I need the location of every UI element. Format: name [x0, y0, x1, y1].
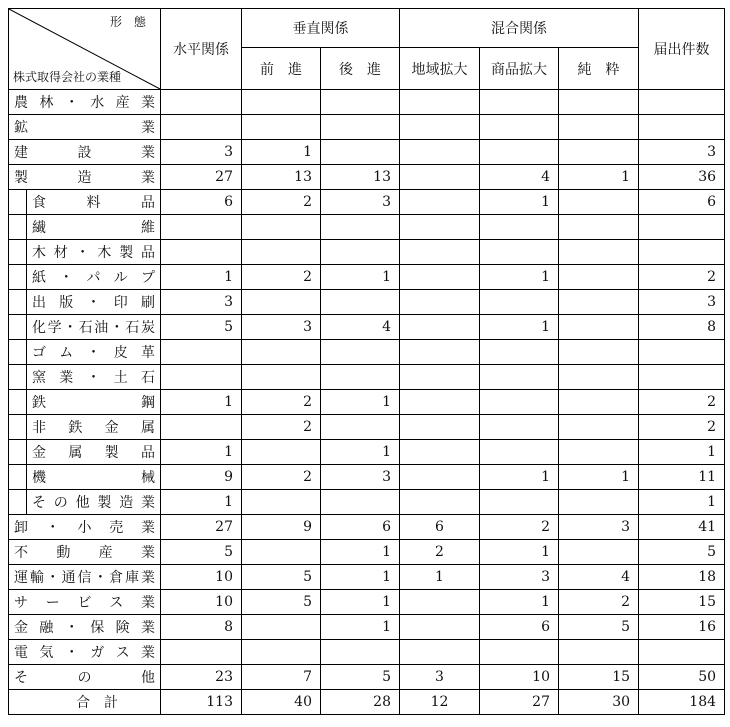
value-cell: [242, 365, 321, 390]
value-cell: [321, 490, 400, 515]
value-cell: 1: [161, 390, 242, 415]
value-cell: [242, 90, 321, 115]
industry-label: サービス業: [9, 590, 161, 615]
industry-label: ゴム・皮革: [27, 340, 161, 365]
value-cell: 1: [321, 390, 400, 415]
value-cell: [400, 340, 480, 365]
value-cell: 18: [639, 565, 725, 590]
indent-cell: [9, 390, 27, 415]
value-cell: [400, 90, 480, 115]
value-cell: 6: [321, 515, 400, 540]
corner-bottom-label: 株式取得会社の業種: [13, 70, 122, 84]
table-row: [9, 115, 725, 140]
value-cell: 2: [242, 465, 321, 490]
value-cell: [161, 215, 242, 240]
total-value-cell: 30: [559, 690, 639, 715]
value-cell: [400, 440, 480, 465]
industry-label: 金融・保険業: [9, 615, 161, 640]
value-cell: [480, 140, 559, 165]
industry-label: 非鉄金属: [27, 415, 161, 440]
value-cell: 1: [480, 590, 559, 615]
industry-label: 食料品: [27, 190, 161, 215]
value-cell: 27: [161, 515, 242, 540]
value-cell: 2: [242, 190, 321, 215]
value-cell: [559, 640, 639, 665]
value-cell: [639, 640, 725, 665]
value-cell: [242, 540, 321, 565]
value-cell: [639, 240, 725, 265]
industry-label: 鉱業: [9, 115, 161, 140]
value-cell: 36: [639, 165, 725, 190]
indent-cell: [9, 240, 27, 265]
value-cell: 3: [400, 665, 480, 690]
value-cell: [400, 590, 480, 615]
value-cell: 6: [400, 515, 480, 540]
value-cell: [559, 190, 639, 215]
table-row: [9, 440, 725, 465]
value-cell: [559, 240, 639, 265]
value-cell: 2: [639, 265, 725, 290]
table-row: [9, 390, 725, 415]
total-row: [9, 690, 725, 715]
value-cell: 1: [321, 540, 400, 565]
table-row: [9, 165, 725, 190]
value-cell: [242, 490, 321, 515]
value-cell: [242, 640, 321, 665]
value-cell: 41: [639, 515, 725, 540]
value-cell: [480, 90, 559, 115]
mixed-product-header: 商品拡大: [480, 48, 559, 90]
indent-cell: [9, 190, 27, 215]
value-cell: [321, 365, 400, 390]
value-cell: [242, 290, 321, 315]
indent-cell: [9, 290, 27, 315]
industry-label: 木材・木製品: [27, 240, 161, 265]
industry-label: 繊維: [27, 215, 161, 240]
value-cell: 6: [161, 190, 242, 215]
value-cell: [559, 315, 639, 340]
value-cell: 1: [639, 440, 725, 465]
total-value-cell: 40: [242, 690, 321, 715]
value-cell: [559, 90, 639, 115]
value-cell: 6: [480, 615, 559, 640]
value-cell: 5: [242, 590, 321, 615]
table-row: [9, 540, 725, 565]
value-cell: [559, 265, 639, 290]
table-row: [9, 365, 725, 390]
value-cell: 3: [559, 515, 639, 540]
value-cell: 2: [480, 515, 559, 540]
value-cell: 5: [161, 315, 242, 340]
value-cell: [639, 90, 725, 115]
value-cell: [480, 440, 559, 465]
value-cell: [559, 340, 639, 365]
industry-label: 化学・石油・石炭: [27, 315, 161, 340]
indent-cell: [9, 315, 27, 340]
corner-top-label: 形 態: [109, 15, 146, 29]
value-cell: [639, 215, 725, 240]
value-cell: 4: [559, 565, 639, 590]
table-row: [9, 240, 725, 265]
corner-header-cell: [9, 9, 161, 90]
table-row: [9, 590, 725, 615]
value-cell: 8: [161, 615, 242, 640]
table-wrapper: [8, 8, 725, 715]
table-row: [9, 290, 725, 315]
value-cell: 16: [639, 615, 725, 640]
value-cell: 1: [321, 590, 400, 615]
horizontal-header: 水平関係: [161, 9, 242, 90]
industry-label: 紙・パルプ: [27, 265, 161, 290]
value-cell: [559, 390, 639, 415]
total-value-cell: 184: [639, 690, 725, 715]
value-cell: 2: [400, 540, 480, 565]
value-cell: [161, 365, 242, 390]
value-cell: [161, 90, 242, 115]
value-cell: 3: [480, 565, 559, 590]
value-cell: 1: [480, 315, 559, 340]
value-cell: 4: [321, 315, 400, 340]
value-cell: [559, 365, 639, 390]
value-cell: [242, 615, 321, 640]
table-row: [9, 140, 725, 165]
industry-label: 出版・印刷: [27, 290, 161, 315]
value-cell: 5: [321, 665, 400, 690]
value-cell: 11: [639, 465, 725, 490]
industry-label: 電気・ガス業: [9, 640, 161, 665]
value-cell: 1: [321, 265, 400, 290]
value-cell: [400, 490, 480, 515]
value-cell: [559, 490, 639, 515]
value-cell: 7: [242, 665, 321, 690]
value-cell: 2: [639, 415, 725, 440]
value-cell: [480, 340, 559, 365]
vertical-backward-header: 後 進: [321, 48, 400, 90]
value-cell: [559, 415, 639, 440]
value-cell: [321, 415, 400, 440]
value-cell: [321, 640, 400, 665]
value-cell: [400, 140, 480, 165]
table-body: [9, 90, 725, 715]
mixed-pure-header: 純 粋: [559, 48, 639, 90]
indent-cell: [9, 365, 27, 390]
table-row: [9, 465, 725, 490]
value-cell: 27: [161, 165, 242, 190]
industry-label: 窯業・土石: [27, 365, 161, 390]
total-value-cell: 27: [480, 690, 559, 715]
value-cell: 5: [161, 540, 242, 565]
total-value-cell: 12: [400, 690, 480, 715]
industry-label: 鉄鋼: [27, 390, 161, 415]
mixed-region-header: 地域拡大: [400, 48, 480, 90]
industry-label: 製造業: [9, 165, 161, 190]
value-cell: [400, 315, 480, 340]
indent-cell: [9, 415, 27, 440]
value-cell: 3: [639, 140, 725, 165]
value-cell: [242, 440, 321, 465]
indent-cell: [9, 440, 27, 465]
value-cell: 1: [161, 265, 242, 290]
value-cell: 1: [480, 465, 559, 490]
table-row: [9, 90, 725, 115]
value-cell: [321, 340, 400, 365]
value-cell: 9: [161, 465, 242, 490]
value-cell: [559, 215, 639, 240]
value-cell: 5: [559, 615, 639, 640]
value-cell: [480, 365, 559, 390]
value-cell: 3: [161, 140, 242, 165]
value-cell: 50: [639, 665, 725, 690]
value-cell: [161, 415, 242, 440]
value-cell: [161, 640, 242, 665]
value-cell: [480, 290, 559, 315]
value-cell: [242, 240, 321, 265]
table-row: [9, 415, 725, 440]
value-cell: [400, 265, 480, 290]
table-row: [9, 190, 725, 215]
industry-label: 金属製品: [27, 440, 161, 465]
value-cell: 2: [242, 390, 321, 415]
table-row: [9, 265, 725, 290]
value-cell: [321, 90, 400, 115]
value-cell: 23: [161, 665, 242, 690]
value-cell: [400, 640, 480, 665]
value-cell: 1: [639, 490, 725, 515]
industry-label: 卸・小売業: [9, 515, 161, 540]
value-cell: [321, 240, 400, 265]
value-cell: [321, 290, 400, 315]
industry-label: その他: [9, 665, 161, 690]
value-cell: 2: [242, 265, 321, 290]
stock-acquisition-table: [8, 8, 725, 715]
value-cell: [559, 290, 639, 315]
value-cell: [400, 190, 480, 215]
value-cell: [400, 240, 480, 265]
value-cell: 1: [161, 490, 242, 515]
industry-label: 機械: [27, 465, 161, 490]
mixed-header: 混合関係: [400, 9, 639, 48]
value-cell: [400, 415, 480, 440]
value-cell: 2: [639, 390, 725, 415]
value-cell: [639, 340, 725, 365]
value-cell: 3: [639, 290, 725, 315]
value-cell: [242, 115, 321, 140]
value-cell: [400, 115, 480, 140]
value-cell: 1: [321, 615, 400, 640]
table-row: [9, 665, 725, 690]
value-cell: [321, 115, 400, 140]
value-cell: [480, 415, 559, 440]
value-cell: [400, 215, 480, 240]
industry-label: 不動産業: [9, 540, 161, 565]
value-cell: [480, 490, 559, 515]
value-cell: [400, 365, 480, 390]
value-cell: 1: [480, 265, 559, 290]
value-cell: 10: [161, 590, 242, 615]
table-row: [9, 340, 725, 365]
value-cell: 15: [639, 590, 725, 615]
filings-header: 届出件数: [639, 9, 725, 90]
value-cell: [480, 390, 559, 415]
value-cell: [161, 240, 242, 265]
indent-cell: [9, 265, 27, 290]
value-cell: 3: [161, 290, 242, 315]
value-cell: [480, 115, 559, 140]
value-cell: [639, 365, 725, 390]
value-cell: 1: [559, 165, 639, 190]
value-cell: [321, 140, 400, 165]
value-cell: [161, 115, 242, 140]
value-cell: 13: [242, 165, 321, 190]
value-cell: 13: [321, 165, 400, 190]
value-cell: 5: [242, 565, 321, 590]
value-cell: [400, 465, 480, 490]
value-cell: [559, 540, 639, 565]
value-cell: [400, 165, 480, 190]
value-cell: 10: [480, 665, 559, 690]
value-cell: 1: [559, 465, 639, 490]
value-cell: [559, 140, 639, 165]
value-cell: 3: [321, 465, 400, 490]
value-cell: 1: [480, 540, 559, 565]
value-cell: [400, 290, 480, 315]
table-row: [9, 515, 725, 540]
value-cell: 5: [639, 540, 725, 565]
total-value-cell: 28: [321, 690, 400, 715]
value-cell: 4: [480, 165, 559, 190]
table-row: [9, 490, 725, 515]
value-cell: 6: [639, 190, 725, 215]
value-cell: 1: [242, 140, 321, 165]
value-cell: [400, 390, 480, 415]
value-cell: 1: [400, 565, 480, 590]
table-row: [9, 565, 725, 590]
value-cell: 3: [242, 315, 321, 340]
indent-cell: [9, 340, 27, 365]
industry-label: 運輸・通信・倉庫業: [9, 565, 161, 590]
value-cell: [242, 340, 321, 365]
value-cell: [242, 215, 321, 240]
total-value-cell: 113: [161, 690, 242, 715]
value-cell: [480, 240, 559, 265]
value-cell: [639, 115, 725, 140]
vertical-forward-header: 前 進: [242, 48, 321, 90]
value-cell: [161, 340, 242, 365]
value-cell: [400, 615, 480, 640]
value-cell: 1: [480, 190, 559, 215]
value-cell: 2: [242, 415, 321, 440]
indent-cell: [9, 215, 27, 240]
value-cell: 1: [161, 440, 242, 465]
total-label: 合 計: [9, 690, 161, 715]
value-cell: [321, 215, 400, 240]
value-cell: [559, 115, 639, 140]
value-cell: 10: [161, 565, 242, 590]
indent-cell: [9, 490, 27, 515]
industry-label: 建設業: [9, 140, 161, 165]
table-row: [9, 615, 725, 640]
value-cell: [480, 640, 559, 665]
industry-label: その他製造業: [27, 490, 161, 515]
value-cell: 2: [559, 590, 639, 615]
value-cell: 9: [242, 515, 321, 540]
industry-label: 農林・水産業: [9, 90, 161, 115]
value-cell: [480, 215, 559, 240]
table-row: [9, 640, 725, 665]
value-cell: 8: [639, 315, 725, 340]
value-cell: 1: [321, 440, 400, 465]
indent-cell: [9, 465, 27, 490]
value-cell: 1: [321, 565, 400, 590]
vertical-header: 垂直関係: [242, 9, 400, 48]
value-cell: 3: [321, 190, 400, 215]
value-cell: 15: [559, 665, 639, 690]
table-row: [9, 215, 725, 240]
table-row: [9, 315, 725, 340]
value-cell: [559, 440, 639, 465]
